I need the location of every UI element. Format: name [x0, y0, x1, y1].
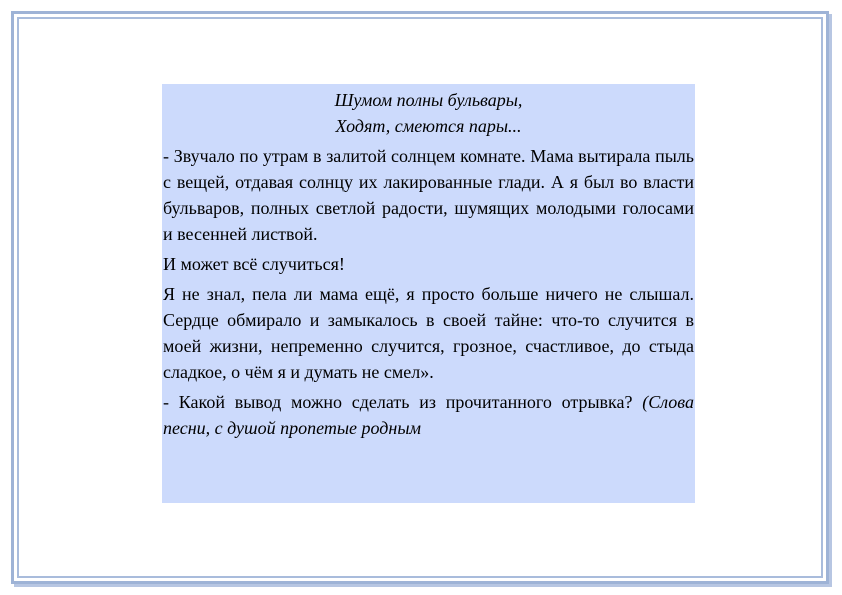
verse-line-1: Шумом полны бульвары, [334, 90, 523, 110]
paragraph-2: И может всё случиться! [163, 254, 345, 274]
paragraph-3: Я не знал, пела ли мама ещё, я просто больше ничего не слышал. Сердце обмирало и замыкалось в своей тайне: что-то случится в моей жизни, непременно случится, грозное, счастливое, до стыда сладкое, о чём я и думать не смел». [163, 284, 694, 382]
verse-line-2: Ходят, смеются пары... [335, 116, 522, 136]
question-text: - Какой вывод можно сделать из прочитанного отрывка? [163, 392, 643, 412]
paragraph-4 [162, 389, 695, 441]
song-verse [162, 87, 695, 139]
answer-italic-text: (Слова песни, с душой пропетые родным [163, 392, 694, 438]
paragraph-1: - Звучало по утрам в залитой солнцем комнате. Мама вытирала пыль с вещей, отдавая солнцу их лакированные глади. А я был во власти бульваров, полных светлой радости, шумящих молодыми голосами и весенней листвой. [163, 146, 694, 244]
text-box [162, 84, 695, 503]
